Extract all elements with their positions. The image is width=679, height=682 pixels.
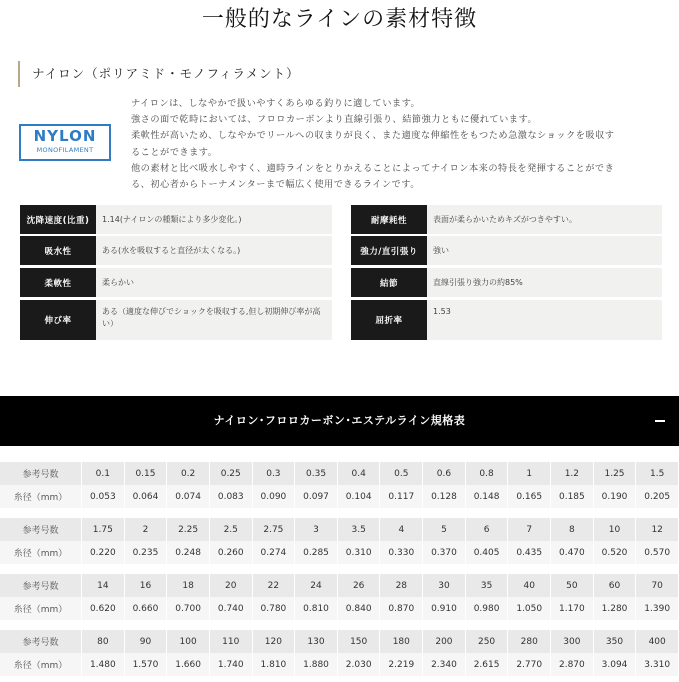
size-cell: 100 xyxy=(167,630,210,653)
size-cell: 0.1 xyxy=(82,462,125,485)
property-value: ある（適度な伸びでショックを吸収する,但し初期伸び率が高い） xyxy=(96,300,332,340)
diameter-cell: 0.190 xyxy=(593,485,636,508)
size-cell: 16 xyxy=(124,574,167,597)
size-cell: 200 xyxy=(423,630,466,653)
property-row xyxy=(20,236,332,265)
size-cell: 2.25 xyxy=(167,518,210,541)
spec-table xyxy=(0,574,679,620)
size-cell: 280 xyxy=(508,630,551,653)
property-value: 柔らかい xyxy=(96,268,332,297)
diameter-cell: 1.390 xyxy=(636,597,679,620)
diameter-cell: 0.840 xyxy=(337,597,380,620)
property-value: 強い xyxy=(427,236,662,265)
diameter-cell: 0.285 xyxy=(295,541,338,564)
size-cell: 60 xyxy=(593,574,636,597)
size-cell: 130 xyxy=(295,630,338,653)
table-row xyxy=(0,597,679,620)
diameter-cell: 2.615 xyxy=(465,653,508,676)
size-cell: 150 xyxy=(337,630,380,653)
property-row xyxy=(20,268,332,297)
diameter-cell: 0.260 xyxy=(209,541,252,564)
diameter-cell: 0.185 xyxy=(551,485,594,508)
diameter-cell: 0.370 xyxy=(423,541,466,564)
row-label: 糸径（mm） xyxy=(0,653,82,676)
section-title: ナイロン（ポリアミド・モノフィラメント） xyxy=(18,61,300,87)
property-row xyxy=(351,268,662,297)
diameter-cell: 0.700 xyxy=(167,597,210,620)
spec-block xyxy=(0,518,679,564)
size-cell: 0.35 xyxy=(295,462,338,485)
diameter-cell: 0.074 xyxy=(167,485,210,508)
size-cell: 90 xyxy=(124,630,167,653)
diameter-cell: 0.090 xyxy=(252,485,295,508)
table-row xyxy=(0,485,679,508)
size-cell: 50 xyxy=(551,574,594,597)
size-cell: 0.3 xyxy=(252,462,295,485)
property-key: 吸水性 xyxy=(20,236,96,265)
size-cell: 14 xyxy=(82,574,125,597)
size-cell: 35 xyxy=(465,574,508,597)
diameter-cell: 2.870 xyxy=(551,653,594,676)
row-label: 参考号数 xyxy=(0,518,82,541)
size-cell: 6 xyxy=(465,518,508,541)
property-key: 伸び率 xyxy=(20,300,96,340)
page-title: 一般的なラインの素材特徴 xyxy=(201,7,478,32)
size-cell: 0.4 xyxy=(337,462,380,485)
row-label: 糸径（mm） xyxy=(0,597,82,620)
diameter-cell: 0.274 xyxy=(252,541,295,564)
property-key: 強力/直引張り xyxy=(351,236,427,265)
diameter-cell: 1.810 xyxy=(252,653,295,676)
size-cell: 7 xyxy=(508,518,551,541)
size-cell: 0.25 xyxy=(209,462,252,485)
size-cell: 110 xyxy=(209,630,252,653)
description-line: る、初心者からトーナメンターまで幅広く使用できるラインです。 xyxy=(131,179,420,191)
diameter-cell: 0.520 xyxy=(593,541,636,564)
size-cell: 1.25 xyxy=(593,462,636,485)
size-cell: 180 xyxy=(380,630,423,653)
property-value: 1.53 xyxy=(427,300,662,340)
spec-block xyxy=(0,630,679,676)
size-cell: 40 xyxy=(508,574,551,597)
size-cell: 1 xyxy=(508,462,551,485)
diameter-cell: 0.980 xyxy=(465,597,508,620)
size-cell: 350 xyxy=(593,630,636,653)
property-key: 耐摩耗性 xyxy=(351,205,427,234)
size-cell: 28 xyxy=(380,574,423,597)
spec-table xyxy=(0,630,679,676)
row-label: 糸径（mm） xyxy=(0,485,82,508)
property-value: 1.14(ナイロンの種類により多少変化。) xyxy=(96,205,332,234)
size-cell: 2 xyxy=(124,518,167,541)
diameter-cell: 0.470 xyxy=(551,541,594,564)
size-cell: 5 xyxy=(423,518,466,541)
diameter-cell: 0.740 xyxy=(209,597,252,620)
size-cell: 30 xyxy=(423,574,466,597)
property-row xyxy=(351,236,662,265)
diameter-cell: 1.570 xyxy=(124,653,167,676)
size-cell: 8 xyxy=(551,518,594,541)
diameter-cell: 0.660 xyxy=(124,597,167,620)
spec-table xyxy=(0,518,679,564)
logo-main-text: NYLON xyxy=(33,127,97,145)
diameter-cell: 0.810 xyxy=(295,597,338,620)
spec-table xyxy=(0,462,679,508)
size-cell: 20 xyxy=(209,574,252,597)
diameter-cell: 1.660 xyxy=(167,653,210,676)
size-cell: 1.2 xyxy=(551,462,594,485)
diameter-cell: 0.097 xyxy=(295,485,338,508)
size-cell: 2.75 xyxy=(252,518,295,541)
description-line: 柔軟性が高いため、しなやかでリールへの収まりが良く、また適度な伸縮性をもつため急激なショックを吸収す xyxy=(131,130,615,142)
size-cell: 26 xyxy=(337,574,380,597)
diameter-cell: 0.235 xyxy=(124,541,167,564)
diameter-cell: 0.780 xyxy=(252,597,295,620)
row-label: 糸径（mm） xyxy=(0,541,82,564)
property-value: ある(水を吸収すると直径が太くなる。) xyxy=(96,236,332,265)
diameter-cell: 0.117 xyxy=(380,485,423,508)
description-line: 強さの面で乾時においては、フロロカーボンより直線引張り、結節強力ともに優れています。 xyxy=(131,114,538,126)
size-cell: 10 xyxy=(593,518,636,541)
description-line: ナイロンは、しなやかで扱いやすくあらゆる釣りに適しています。 xyxy=(131,98,421,109)
table-row xyxy=(0,653,679,676)
size-cell: 120 xyxy=(252,630,295,653)
table-row xyxy=(0,462,679,485)
spec-table-header[interactable] xyxy=(0,396,679,446)
section-description xyxy=(131,96,671,193)
property-key: 結節 xyxy=(351,268,427,297)
diameter-cell: 0.083 xyxy=(209,485,252,508)
size-cell: 2.5 xyxy=(209,518,252,541)
diameter-cell: 1.050 xyxy=(508,597,551,620)
diameter-cell: 0.205 xyxy=(636,485,679,508)
size-cell: 400 xyxy=(636,630,679,653)
diameter-cell: 1.480 xyxy=(82,653,125,676)
size-cell: 0.6 xyxy=(423,462,466,485)
diameter-cell: 0.405 xyxy=(465,541,508,564)
table-row xyxy=(0,574,679,597)
size-cell: 250 xyxy=(465,630,508,653)
diameter-cell: 0.310 xyxy=(337,541,380,564)
diameter-cell: 0.248 xyxy=(167,541,210,564)
size-cell: 22 xyxy=(252,574,295,597)
property-row xyxy=(351,300,662,340)
diameter-cell: 0.910 xyxy=(423,597,466,620)
size-cell: 4 xyxy=(380,518,423,541)
diameter-cell: 0.330 xyxy=(380,541,423,564)
spec-block xyxy=(0,574,679,620)
table-row xyxy=(0,518,679,541)
diameter-cell: 1.280 xyxy=(593,597,636,620)
diameter-cell: 2.030 xyxy=(337,653,380,676)
diameter-cell: 0.220 xyxy=(82,541,125,564)
size-cell: 12 xyxy=(636,518,679,541)
property-value: 表面が柔らかいためキズがつきやすい。 xyxy=(427,205,662,234)
table-row xyxy=(0,630,679,653)
row-label: 参考号数 xyxy=(0,462,82,485)
size-cell: 0.8 xyxy=(465,462,508,485)
diameter-cell: 1.740 xyxy=(209,653,252,676)
logo-sub-text: MONOFILAMENT xyxy=(36,146,94,154)
description-line: 他の素材と比べ吸水しやすく、適時ラインをとりかえることによってナイロン本来の特長を発揮することができ xyxy=(131,162,615,174)
size-cell: 70 xyxy=(636,574,679,597)
property-key: 沈降速度(比重) xyxy=(20,205,96,234)
description-line: ることができます。 xyxy=(131,146,218,158)
diameter-cell: 0.620 xyxy=(82,597,125,620)
size-cell: 0.15 xyxy=(124,462,167,485)
diameter-cell: 3.310 xyxy=(636,653,679,676)
size-cell: 0.2 xyxy=(167,462,210,485)
diameter-cell: 1.170 xyxy=(551,597,594,620)
diameter-cell: 0.053 xyxy=(82,485,125,508)
table-row xyxy=(0,541,679,564)
diameter-cell: 0.570 xyxy=(636,541,679,564)
diameter-cell: 3.094 xyxy=(593,653,636,676)
nylon-monofilament-logo xyxy=(19,124,111,161)
size-cell: 24 xyxy=(295,574,338,597)
property-key: 柔軟性 xyxy=(20,268,96,297)
diameter-cell: 2.219 xyxy=(380,653,423,676)
size-cell: 18 xyxy=(167,574,210,597)
size-cell: 3.5 xyxy=(337,518,380,541)
diameter-cell: 0.870 xyxy=(380,597,423,620)
size-cell: 1.5 xyxy=(636,462,679,485)
diameter-cell: 0.064 xyxy=(124,485,167,508)
row-label: 参考号数 xyxy=(0,574,82,597)
property-value: 直線引張り強力の約85% xyxy=(427,268,662,297)
row-label: 参考号数 xyxy=(0,630,82,653)
collapse-icon[interactable] xyxy=(655,420,665,422)
diameter-cell: 2.770 xyxy=(508,653,551,676)
diameter-cell: 0.165 xyxy=(508,485,551,508)
spec-table-title: ナイロン･フロロカーボン･エステルライン規格表 xyxy=(213,414,466,427)
diameter-cell: 0.128 xyxy=(423,485,466,508)
property-row xyxy=(351,205,662,234)
size-cell: 3 xyxy=(295,518,338,541)
size-cell: 300 xyxy=(551,630,594,653)
spec-block xyxy=(0,462,679,508)
size-cell: 80 xyxy=(82,630,125,653)
property-row xyxy=(20,300,332,340)
size-cell: 1.75 xyxy=(82,518,125,541)
diameter-cell: 0.435 xyxy=(508,541,551,564)
size-cell: 0.5 xyxy=(380,462,423,485)
property-key: 屈折率 xyxy=(351,300,427,340)
diameter-cell: 0.148 xyxy=(465,485,508,508)
diameter-cell: 2.340 xyxy=(423,653,466,676)
diameter-cell: 0.104 xyxy=(337,485,380,508)
property-row xyxy=(20,205,332,234)
diameter-cell: 1.880 xyxy=(295,653,338,676)
